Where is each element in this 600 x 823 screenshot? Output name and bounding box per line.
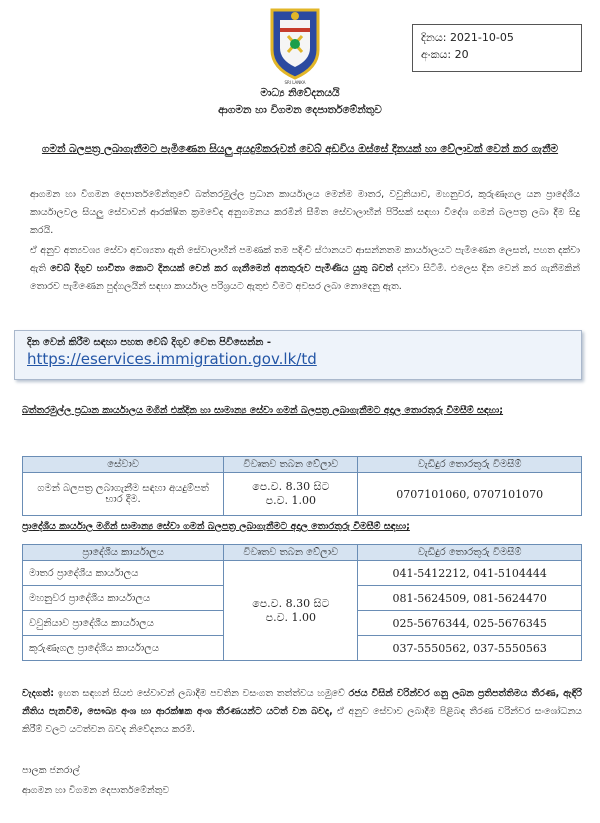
hours-cell — [224, 561, 358, 661]
signatory-title: පාලක ජනරාල් — [22, 765, 80, 776]
department-heading: ආගමන හා විගමන දෙපාර්තමේන්තුව — [218, 104, 382, 116]
date-value: 2021-10-05 — [449, 31, 514, 44]
paragraph-2 — [30, 242, 580, 296]
signatory-department: ආගමන හා විගමන දෙපාර්තමේන්තුව — [22, 785, 170, 796]
paragraph-2-part-c: දන්වා සිටිමි. එලෙස දින වෙන් කර ගැනීමකින් තොරව පැමිණෙන පුද්ගලයින් සඳහා කාර්යාල පරිශ්‍රයට ඇතුළු වීමට අවසර ලබා නොදෙනු ඇත. — [30, 263, 580, 292]
table-row — [23, 561, 582, 586]
paragraph-2-part-a: ඒ අනුව අත්‍යවශ්‍ය සේවා අවශ්‍යතා ඇති සේවාලාභීන් පමණක් තම පදිංචි ස්ථානයට ආසන්නතම කාර්යාලයට පැමිණෙන ලෙසත්, පහත දක්වා ඇති — [30, 245, 580, 274]
number-row — [421, 46, 573, 63]
column-header: ප්‍රාදේශීය කාර්යාලය — [23, 545, 224, 561]
phone-cell: 081-5624509, 081-5624470 — [358, 586, 582, 611]
section-regional-offices: ප්‍රාදේශීය කාර්යාල මගින් සාමාන්‍ය සේවා ගමන් බලපත්‍ර ලබාගැනීමට අදාල තොරතුරු විමසීම් සඳහා; — [22, 521, 410, 532]
number-value: 20 — [454, 48, 469, 61]
hours-to: ප.ව. 1.00 — [265, 610, 316, 624]
head-office-table — [22, 456, 582, 516]
office-cell: මාතර ප්‍රාදේශීය කාර්යාලය — [23, 561, 224, 586]
column-header: විවෘතව තබන වේලාව — [224, 545, 358, 561]
note-part-c: ඒ අනුව සේවාව ලබාදීම පිළිබඳ තීරණ වරින්වර සංශෝධනය කිරීම් වලට යටත්වන බවද නිවේදනය කරමි. — [22, 706, 582, 735]
department-emblem — [266, 4, 324, 86]
column-header: වැඩිදුර තොරතුරු විමසීම් — [358, 545, 582, 561]
important-note — [22, 685, 582, 739]
office-cell: වවුනියාව ප්‍රාදේශීය කාර්යාලය — [23, 611, 224, 636]
paragraph-1: ආගමන හා විගමන දෙපාර්තමේන්තුවේ බත්තරමුල්ල ප්‍රධාන කාර්යාලය මෙන්ම මාතර, වවුනියාව, මහනුවර, කුරුණෑගල යන ප්‍රාදේශීය කාර්යාලවල සියලු සේවාවන් ආරක්ෂිත ක්‍රමවේද අනුගමනය කරමින් සීමිත සේවාලාභීන් පිරිසක් සඳහා විදේශ ගමන් බලපත්‍ර ලබා දීම සිදු කරයි. — [30, 189, 580, 236]
column-header: සේවාව — [23, 457, 224, 473]
column-header: වැඩිදුර තොරතුරු විමසීම් — [358, 457, 582, 473]
booking-link-box — [14, 330, 582, 380]
booking-link-label: දින වෙන් කිරීම සඳහා පහත වෙබ් දිගුව වෙත පිවිසෙන්න - — [27, 337, 271, 348]
subject-title: ගමන් බලපත්‍ර ලබාගැනීමට පැමිණෙන සියලු අයදුම්කරුවන් වෙබ් අඩවිය ඔස්සේ දිනයක් හා වේලාවක් වෙන් කර ගැනීම — [41, 143, 559, 155]
table-row — [23, 473, 582, 516]
paragraph-2-bold: වෙබ් දිගුව භාවිතා කොට දිනයක් වෙන් කර ගැනීමෙන් අනතුරුව පැමිණිය යුතු බවත් — [50, 263, 394, 274]
phone-cell: 0707101060, 0707101070 — [358, 473, 582, 516]
hours-cell — [224, 473, 358, 516]
office-cell: මහනුවර ප්‍රාදේශීය කාර්යාලය — [23, 586, 224, 611]
date-label: දිනය: — [421, 31, 447, 44]
phone-cell: 037-5550562, 037-5550563 — [358, 636, 582, 661]
phone-cell: 025-5676344, 025-5676345 — [358, 611, 582, 636]
table-header-row — [23, 545, 582, 561]
office-cell: කුරුණෑගල ප්‍රාදේශීය කාර්යාලය — [23, 636, 224, 661]
phone-cell: 041-5412212, 041-5104444 — [358, 561, 582, 586]
booking-link[interactable]: https://eservices.immigration.gov.lk/td — [27, 350, 317, 368]
hours-from: පෙ.ව. 8.30 සිට — [252, 480, 330, 493]
press-release-heading: මාධ්‍ය නිවේදනයයි — [260, 87, 340, 99]
note-part-a: ඉහත සඳහන් සියළු සේවාවන් ලබාදීම පවතින වසංගත තත්ත්වය හමුවේ — [54, 688, 349, 699]
note-bold: රජය විසින් වරින්වර ගනු ලබන ප්‍රතිපත්තිමය තීරණ, ඇඳිරි නීතිය පැනවීම, සෞඛ්‍ය අංශ හා ආරක්ෂක අංශ තීරණයන්ට යටත් වන බවද, — [22, 688, 582, 717]
note-label: වැදගත්: — [22, 688, 55, 699]
date-row — [421, 29, 573, 46]
date-number-box — [412, 24, 582, 72]
section-head-office: බත්තරමුල්ල ප්‍රධාන කාර්යාලය මගින් එක්දින හා සාමාන්‍ය සේවා ගමන් බලපත්‍ර ලබාගැනීමට අදාල තොරතුරු විමසීම් සඳහා; — [22, 405, 504, 416]
service-cell: ගමන් බලපත්‍ර ලබාගැනීම සඳහා අයදුම්පත් භාර දීම. — [23, 473, 224, 516]
column-header: විවෘතව තබන වේලාව — [224, 457, 358, 473]
hours-from: පෙ.ව. 8.30 සිට — [252, 596, 330, 610]
emblem-caption: SRI LANKA — [284, 80, 306, 85]
table-header-row — [23, 457, 582, 473]
number-label: අංකය: — [421, 48, 452, 61]
hours-to: ප.ව. 1.00 — [265, 494, 316, 507]
regional-offices-table — [22, 544, 582, 661]
